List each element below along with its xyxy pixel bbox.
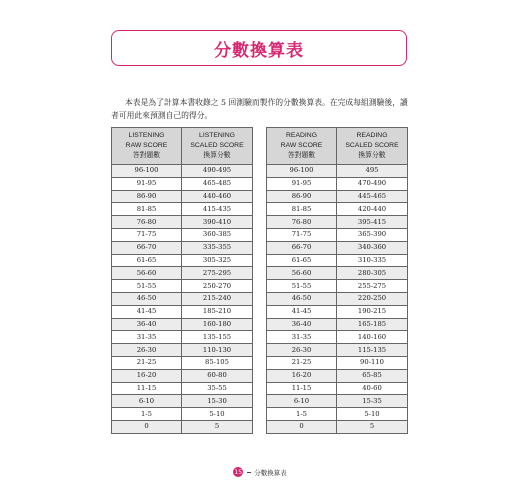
table-row (267, 216, 408, 229)
raw-score-cell: 71-75 (267, 228, 337, 241)
scaled-score-cell: 165-185 (337, 318, 408, 331)
raw-score-cell: 1-5 (267, 408, 337, 421)
raw-score-cell: 76-80 (267, 216, 337, 229)
table-row (267, 280, 408, 293)
raw-score-cell: 16-20 (112, 369, 182, 382)
title-box (111, 30, 407, 66)
table-row (267, 203, 408, 216)
raw-score-cell: 96-100 (112, 165, 182, 178)
table-row (267, 305, 408, 318)
table-row (267, 254, 408, 267)
footer-label: 分數換算表 (254, 468, 287, 477)
scaled-score-cell: 35-55 (182, 382, 253, 395)
table-row (112, 165, 253, 178)
listening-scaled-header: LISTENING SCALED SCORE 換算分數 (182, 128, 253, 165)
scaled-score-cell: 490-495 (182, 165, 253, 178)
table-row (267, 267, 408, 280)
scaled-score-cell: 40-60 (337, 382, 408, 395)
scaled-score-cell: 5-10 (182, 408, 253, 421)
reading-raw-header: READING RAW SCORE 答對題數 (267, 128, 337, 165)
scaled-score-cell: 395-415 (337, 216, 408, 229)
scaled-score-cell: 250-270 (182, 280, 253, 293)
table-row (267, 165, 408, 178)
table-row (112, 408, 253, 421)
scaled-score-cell: 140-160 (337, 331, 408, 344)
raw-score-cell: 61-65 (112, 254, 182, 267)
scaled-score-cell: 190-215 (337, 305, 408, 318)
table-row (267, 408, 408, 421)
raw-score-cell: 46-50 (112, 292, 182, 305)
table-row (267, 356, 408, 369)
raw-score-cell: 1-5 (112, 408, 182, 421)
table-row (267, 190, 408, 203)
scaled-score-cell: 185-210 (182, 305, 253, 318)
scaled-score-cell: 470-490 (337, 177, 408, 190)
raw-score-cell: 11-15 (267, 382, 337, 395)
intro-paragraph: 本表是為了計算本書收錄之 5 回測驗而製作的分數換算表。在完成每組測驗後，讀者可用此來預測自己的得分。 (111, 98, 408, 120)
raw-score-cell: 86-90 (112, 190, 182, 203)
table-row (112, 280, 253, 293)
scaled-score-cell: 90-110 (337, 356, 408, 369)
raw-score-cell: 6-10 (112, 395, 182, 408)
listening-table-body (112, 165, 253, 434)
raw-score-cell: 96-100 (267, 165, 337, 178)
raw-score-cell: 81-85 (112, 203, 182, 216)
scaled-score-cell: 5 (337, 420, 408, 433)
raw-score-cell: 51-55 (267, 280, 337, 293)
raw-score-cell: 36-40 (267, 318, 337, 331)
raw-score-cell: 76-80 (112, 216, 182, 229)
table-row (112, 241, 253, 254)
table-row (112, 369, 253, 382)
scaled-score-cell: 220-250 (337, 292, 408, 305)
scaled-score-cell: 215-240 (182, 292, 253, 305)
raw-score-cell: 16-20 (267, 369, 337, 382)
scaled-score-cell: 390-410 (182, 216, 253, 229)
table-row (112, 305, 253, 318)
scaled-score-cell: 305-325 (182, 254, 253, 267)
table-row (267, 228, 408, 241)
listening-raw-header: LISTENING RAW SCORE 答對題數 (112, 128, 182, 165)
table-row (112, 228, 253, 241)
scaled-score-cell: 255-275 (337, 280, 408, 293)
table-row (112, 318, 253, 331)
table-row (267, 318, 408, 331)
scaled-score-cell: 275-295 (182, 267, 253, 280)
table-row (267, 241, 408, 254)
table-row (112, 190, 253, 203)
table-row (112, 382, 253, 395)
table-row (112, 292, 253, 305)
page-number-badge: 15 (234, 468, 243, 476)
scaled-score-cell: 445-465 (337, 190, 408, 203)
raw-score-cell: 26-30 (267, 344, 337, 357)
scaled-score-cell: 495 (337, 165, 408, 178)
table-row (267, 395, 408, 408)
table-row (112, 420, 253, 433)
table-row (112, 331, 253, 344)
scaled-score-cell: 340-360 (337, 241, 408, 254)
table-row (112, 203, 253, 216)
scaled-score-cell: 65-85 (337, 369, 408, 382)
raw-score-cell: 51-55 (112, 280, 182, 293)
page-title: 分數換算表 (214, 40, 304, 61)
scaled-score-cell: 420-440 (337, 203, 408, 216)
raw-score-cell: 0 (112, 420, 182, 433)
raw-score-cell: 46-50 (267, 292, 337, 305)
table-row (267, 331, 408, 344)
page-footer (0, 467, 520, 477)
scaled-score-cell: 115-135 (337, 344, 408, 357)
table-row (112, 395, 253, 408)
scaled-score-cell: 280-305 (337, 267, 408, 280)
table-row (112, 344, 253, 357)
table-row (112, 177, 253, 190)
scaled-score-cell: 440-460 (182, 190, 253, 203)
raw-score-cell: 6-10 (267, 395, 337, 408)
raw-score-cell: 11-15 (112, 382, 182, 395)
table-row (267, 369, 408, 382)
scaled-score-cell: 335-355 (182, 241, 253, 254)
scaled-score-cell: 85-105 (182, 356, 253, 369)
scaled-score-cell: 160-180 (182, 318, 253, 331)
scaled-score-cell: 360-385 (182, 228, 253, 241)
reading-table (266, 127, 408, 434)
table-row (267, 177, 408, 190)
raw-score-cell: 66-70 (112, 241, 182, 254)
table-row (112, 356, 253, 369)
raw-score-cell: 41-45 (112, 305, 182, 318)
scaled-score-cell: 60-80 (182, 369, 253, 382)
scaled-score-cell: 5-10 (337, 408, 408, 421)
raw-score-cell: 66-70 (267, 241, 337, 254)
raw-score-cell: 71-75 (112, 228, 182, 241)
raw-score-cell: 0 (267, 420, 337, 433)
scaled-score-cell: 110-130 (182, 344, 253, 357)
table-row (267, 292, 408, 305)
raw-score-cell: 91-95 (112, 177, 182, 190)
scaled-score-cell: 15-30 (182, 395, 253, 408)
scaled-score-cell: 365-390 (337, 228, 408, 241)
raw-score-cell: 31-35 (112, 331, 182, 344)
table-row (112, 254, 253, 267)
scaled-score-cell: 135-155 (182, 331, 253, 344)
raw-score-cell: 81-85 (267, 203, 337, 216)
raw-score-cell: 56-60 (267, 267, 337, 280)
raw-score-cell: 56-60 (112, 267, 182, 280)
table-row (267, 344, 408, 357)
raw-score-cell: 41-45 (267, 305, 337, 318)
scaled-score-cell: 310-335 (337, 254, 408, 267)
raw-score-cell: 61-65 (267, 254, 337, 267)
scaled-score-cell: 465-485 (182, 177, 253, 190)
raw-score-cell: 21-25 (112, 356, 182, 369)
raw-score-cell: 91-95 (267, 177, 337, 190)
scaled-score-cell: 5 (182, 420, 253, 433)
footer-divider (247, 472, 251, 473)
raw-score-cell: 36-40 (112, 318, 182, 331)
scaled-score-cell: 415-435 (182, 203, 253, 216)
table-row (267, 420, 408, 433)
raw-score-cell: 21-25 (267, 356, 337, 369)
scaled-score-cell: 15-35 (337, 395, 408, 408)
raw-score-cell: 86-90 (267, 190, 337, 203)
table-row (112, 216, 253, 229)
table-row (112, 267, 253, 280)
raw-score-cell: 31-35 (267, 331, 337, 344)
listening-table (111, 127, 253, 434)
reading-scaled-header: READING SCALED SCORE 換算分數 (337, 128, 408, 165)
raw-score-cell: 26-30 (112, 344, 182, 357)
table-row (267, 382, 408, 395)
reading-table-body (267, 165, 408, 434)
